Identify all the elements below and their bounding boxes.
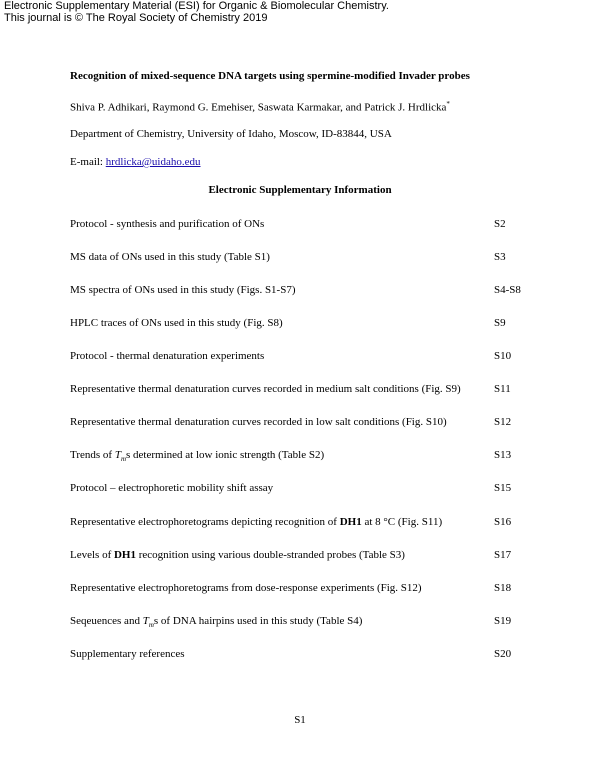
toc-row — [70, 449, 530, 463]
tm-letter: T — [142, 615, 149, 627]
toc-row — [70, 482, 530, 496]
email-link[interactable]: hrdlicka@uidaho.edu — [105, 156, 201, 168]
affiliation: Department of Chemistry, University of Idaho, Moscow, ID-83844, USA — [70, 128, 392, 140]
toc-entry-text: Protocol - synthesis and purification of ONs — [70, 218, 265, 230]
page-number: S1 — [294, 714, 306, 726]
toc-row — [70, 284, 530, 298]
toc-text-part: Levels of — [70, 549, 114, 561]
toc-text-part: Seqeuences and — [70, 615, 143, 627]
toc-row — [70, 615, 530, 629]
toc-text-part: s determined at low ionic strength (Table S2) — [126, 449, 325, 461]
toc-entry-text — [70, 615, 362, 629]
esi-header-line-2: This journal is © The Royal Society of Chemistry 2019 — [4, 12, 268, 24]
toc-row — [70, 317, 530, 331]
toc-entry-text: MS spectra of ONs used in this study (Figs. S1-S7) — [70, 284, 296, 296]
toc-row — [70, 350, 530, 364]
author-names: Shiva P. Adhikari, Raymond G. Emehiser, Saswata Karmakar, and Patrick J. Hrdlicka — [70, 101, 447, 114]
author-list — [70, 100, 450, 114]
tm-subscript: m — [148, 621, 154, 630]
toc-page-number: S17 — [494, 549, 512, 561]
toc-page-number: S11 — [494, 383, 511, 395]
toc-page-number: S12 — [494, 416, 512, 428]
toc-text-bold: DH1 — [339, 516, 362, 528]
toc-row — [70, 516, 530, 530]
toc-row — [70, 251, 530, 265]
toc-entry-text: Representative electrophoretograms from dose-response experiments (Fig. S12) — [70, 582, 422, 594]
toc-entry-text: Representative thermal denaturation curves recorded in low salt conditions (Fig. S10) — [70, 416, 447, 428]
tm-subscript: m — [120, 455, 127, 464]
toc-entry-text — [70, 449, 324, 463]
toc-page-number: S18 — [494, 582, 512, 594]
toc-entry-text: Protocol - thermal denaturation experiments — [70, 350, 265, 362]
toc-entry-text — [70, 549, 405, 561]
toc-text-part: Trends of — [70, 449, 115, 461]
toc-entry-text: Protocol – electrophoretic mobility shift assay — [70, 482, 274, 494]
toc-page-number: S20 — [494, 648, 512, 660]
toc-entry-text: MS data of ONs used in this study (Table S1) — [70, 251, 270, 263]
contact-email — [70, 156, 201, 168]
toc-page-number: S9 — [494, 317, 506, 329]
toc-entry-text: HPLC traces of ONs used in this study (Fig. S8) — [70, 317, 283, 329]
toc-page-number: S13 — [494, 449, 512, 461]
paper-title: Recognition of mixed-sequence DNA targets using spermine-modified Invader probes — [70, 70, 470, 82]
toc-text-part: s of DNA hairpins used in this study (Table S4) — [153, 615, 363, 627]
tm-letter: T — [114, 449, 121, 461]
toc-row — [70, 416, 530, 430]
toc-row — [70, 383, 530, 397]
toc-text-part: recognition using various double-stranded probes (Table S3) — [135, 549, 405, 561]
toc-text-part: at 8 °C (Fig. S11) — [361, 516, 443, 528]
toc-entry-text: Representative thermal denaturation curves recorded in medium salt conditions (Fig. S9) — [70, 383, 461, 395]
tm-symbol — [142, 615, 154, 630]
toc-page-number: S19 — [494, 615, 512, 627]
toc-page-number: S4-S8 — [494, 284, 521, 296]
tm-symbol — [114, 449, 127, 464]
toc-entry-text — [70, 516, 442, 528]
toc-row — [70, 648, 530, 662]
toc-page-number: S2 — [494, 218, 506, 230]
toc-page-number: S3 — [494, 251, 506, 263]
toc-page-number: S10 — [494, 350, 512, 362]
toc-row — [70, 582, 530, 596]
toc-row — [70, 549, 530, 563]
toc-text-bold: DH1 — [113, 549, 136, 561]
toc-row — [70, 218, 530, 232]
toc-page-number: S16 — [494, 516, 512, 528]
corresponding-author-mark: * — [446, 100, 450, 108]
toc-page-number: S15 — [494, 482, 512, 494]
esi-header-line-1: Electronic Supplementary Material (ESI) for Organic & Biomolecular Chemistry. — [4, 0, 389, 12]
toc-entry-text: Supplementary references — [70, 648, 185, 660]
esi-heading: Electronic Supplementary Information — [208, 184, 392, 196]
toc-text-part: Representative electrophoretograms depicting recognition of — [70, 516, 340, 528]
email-label: E-mail: — [70, 156, 106, 168]
